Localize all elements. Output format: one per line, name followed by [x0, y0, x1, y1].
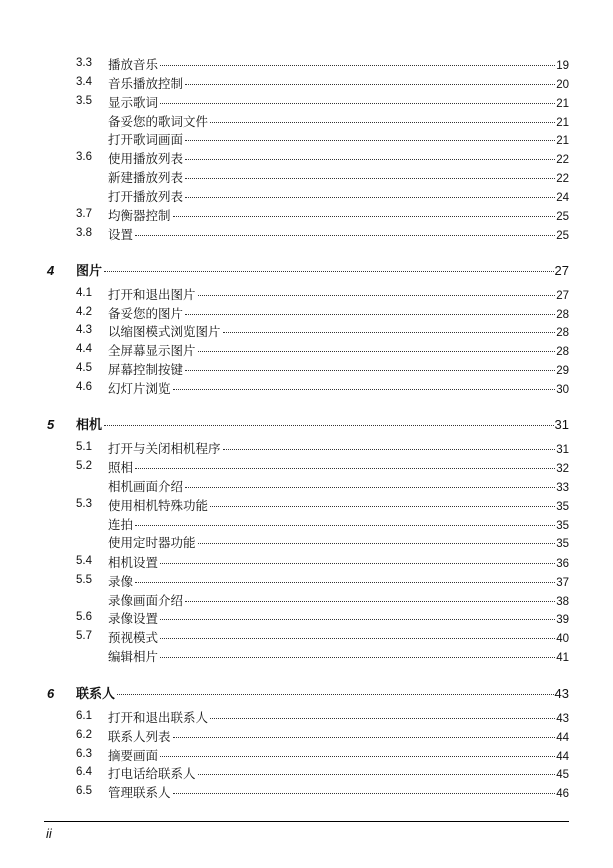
toc-entry-number: 4.2 — [76, 306, 92, 318]
toc-entry-title: 相机 — [76, 414, 103, 433]
dot-leader — [104, 271, 554, 272]
toc-subsection-row[interactable] — [0, 591, 613, 610]
dot-leader — [160, 103, 555, 104]
toc-entry-number: 6.4 — [76, 766, 92, 778]
toc-section-row[interactable] — [0, 74, 613, 93]
toc-entry-line — [108, 168, 569, 187]
dot-leader — [185, 178, 555, 179]
toc-entry-number: 4.3 — [76, 324, 92, 336]
toc-subsection-row[interactable] — [0, 112, 613, 131]
toc-entry-page: 29 — [556, 365, 569, 377]
toc-entry-line — [108, 93, 569, 112]
toc-entry-title: 使用相机特殊功能 — [108, 498, 209, 513]
toc-entry-number: 5.1 — [76, 441, 92, 453]
dot-leader — [185, 370, 555, 371]
toc-entry-title: 摘要画面 — [108, 748, 159, 763]
toc-entry-number: 4.5 — [76, 362, 92, 374]
dot-leader — [185, 314, 555, 315]
toc-entry-title: 联系人 — [76, 683, 116, 702]
toc-chapter-row[interactable] — [0, 683, 613, 705]
toc-entry-number: 4.6 — [76, 381, 92, 393]
toc-section-row[interactable] — [0, 609, 613, 628]
toc-entry-page: 22 — [556, 154, 569, 166]
toc-entry-number: 5.6 — [76, 611, 92, 623]
toc-entry-title: 打开与关闭相机程序 — [108, 441, 221, 456]
toc-subsection-row[interactable] — [0, 533, 613, 552]
toc-entry-line — [108, 322, 569, 341]
toc-subsection-row[interactable] — [0, 168, 613, 187]
toc-entry-line — [108, 379, 569, 398]
toc-entry-page: 20 — [556, 79, 569, 91]
toc-entry-line — [108, 533, 569, 552]
toc-section-row[interactable] — [0, 225, 613, 244]
toc-subsection-row[interactable] — [0, 515, 613, 534]
dot-leader — [135, 468, 555, 469]
toc-entry-line — [108, 783, 569, 802]
toc-entry-title: 相机画面介绍 — [108, 479, 184, 494]
dot-leader — [185, 159, 555, 160]
toc-entry-page: 31 — [556, 444, 569, 456]
dot-leader — [210, 718, 555, 719]
footer-page-number: ii — [46, 826, 52, 841]
toc-entry-line — [108, 458, 569, 477]
dot-leader — [185, 84, 555, 85]
toc-entry-page: 19 — [556, 60, 569, 72]
toc-entry-line — [76, 260, 569, 282]
toc-section-row[interactable] — [0, 628, 613, 647]
toc-section-row[interactable] — [0, 439, 613, 458]
toc-entry-line — [108, 708, 569, 727]
toc-entry-title: 备妥您的歌词文件 — [108, 114, 209, 129]
toc-entry-number: 3.3 — [76, 57, 92, 69]
toc-entry-number: 3.6 — [76, 151, 92, 163]
toc-entry-line — [108, 515, 569, 534]
toc-section-row[interactable] — [0, 553, 613, 572]
toc-entry-title: 管理联系人 — [108, 785, 171, 800]
toc-entry-title: 相机设置 — [108, 555, 159, 570]
toc-entry-title: 以缩图模式浏览图片 — [108, 324, 221, 339]
toc-section-row[interactable] — [0, 458, 613, 477]
toc-entry-title: 幻灯片浏览 — [108, 381, 171, 396]
toc-entry-line — [108, 55, 569, 74]
toc-entry-line — [108, 764, 569, 783]
dot-leader — [117, 694, 554, 695]
toc-entry-number: 5 — [47, 417, 55, 432]
toc-entry-title: 打开和退出联系人 — [108, 710, 209, 725]
toc-entry-title: 打开歌词画面 — [108, 132, 184, 147]
dot-leader — [210, 506, 555, 507]
dot-leader — [223, 449, 556, 450]
toc-entry-line — [108, 477, 569, 496]
toc-entry-number: 6.3 — [76, 748, 92, 760]
toc-chapter-row[interactable] — [0, 260, 613, 282]
toc-entry-line — [108, 130, 569, 149]
toc-entry-page: 46 — [556, 788, 569, 800]
toc-entry-line — [76, 414, 569, 436]
toc-entry-title: 使用播放列表 — [108, 151, 184, 166]
toc-section-row[interactable] — [0, 304, 613, 323]
toc-entry-number: 5.4 — [76, 555, 92, 567]
toc-entry-title: 录像 — [108, 574, 134, 589]
toc-entry-number: 5.2 — [76, 460, 92, 472]
dot-leader — [160, 657, 555, 658]
toc-entry-line — [108, 206, 569, 225]
toc-entry-line — [108, 628, 569, 647]
toc-entry-title: 播放音乐 — [108, 57, 159, 72]
toc-section-row[interactable] — [0, 322, 613, 341]
toc-section-row[interactable] — [0, 746, 613, 765]
toc-entry-number: 6.2 — [76, 729, 92, 741]
toc-section-row[interactable] — [0, 341, 613, 360]
toc-entry-page: 44 — [556, 751, 569, 763]
toc-entry-line — [108, 727, 569, 746]
dot-leader — [104, 425, 554, 426]
dot-leader — [210, 122, 555, 123]
dot-leader — [135, 235, 555, 236]
toc-entry-page: 31 — [554, 417, 569, 432]
toc-entry-line — [76, 683, 569, 705]
toc-entry-page: 35 — [556, 538, 569, 550]
dot-leader — [173, 389, 556, 390]
toc-subsection-row[interactable] — [0, 187, 613, 206]
toc-entry-title: 连拍 — [108, 517, 134, 532]
toc-section-row[interactable] — [0, 206, 613, 225]
toc-entry-title: 屏幕控制按键 — [108, 362, 184, 377]
toc-entry-title: 设置 — [108, 227, 134, 242]
toc-entry-title: 打开播放列表 — [108, 189, 184, 204]
toc-section-row[interactable] — [0, 496, 613, 515]
dot-leader — [198, 774, 556, 775]
toc-entry-title: 打开和退出图片 — [108, 287, 196, 302]
toc-section-row[interactable] — [0, 360, 613, 379]
toc-section-row[interactable] — [0, 285, 613, 304]
toc-subsection-row[interactable] — [0, 130, 613, 149]
toc-entry-line — [108, 746, 569, 765]
toc-entry-title: 显示歌词 — [108, 95, 159, 110]
toc-subsection-row[interactable] — [0, 477, 613, 496]
dot-leader — [160, 619, 555, 620]
toc-entry-line — [108, 572, 569, 591]
toc-entry-page: 43 — [554, 686, 569, 701]
toc-section-row[interactable] — [0, 55, 613, 74]
toc-entry-page: 40 — [556, 633, 569, 645]
toc-entry-page: 25 — [556, 211, 569, 223]
toc-entry-title: 备妥您的图片 — [108, 306, 184, 321]
toc-entry-page: 41 — [556, 652, 569, 664]
toc-entry-line — [108, 74, 569, 93]
dot-leader — [185, 140, 555, 141]
toc-entry-line — [108, 360, 569, 379]
dot-leader — [185, 487, 555, 488]
toc-entry-title: 图片 — [76, 260, 103, 279]
dot-leader — [223, 332, 556, 333]
toc-entry-title: 新建播放列表 — [108, 170, 184, 185]
toc-entry-page: 25 — [556, 230, 569, 242]
toc-entry-title: 预视模式 — [108, 630, 159, 645]
toc-entry-number: 4.1 — [76, 287, 92, 299]
toc-entry-number: 4 — [47, 263, 55, 278]
toc-entry-number: 5.7 — [76, 630, 92, 642]
toc-section-row[interactable] — [0, 93, 613, 112]
toc-entry-page: 44 — [556, 732, 569, 744]
toc-entry-page: 39 — [556, 614, 569, 626]
toc-section-row[interactable] — [0, 783, 613, 802]
dot-leader — [160, 756, 555, 757]
toc-entry-line — [108, 225, 569, 244]
dot-leader — [160, 563, 555, 564]
dot-leader — [173, 216, 556, 217]
toc-entry-title: 录像设置 — [108, 611, 159, 626]
toc-entry-page: 24 — [556, 192, 569, 204]
toc-entry-number: 6.1 — [76, 710, 92, 722]
toc-entry-number: 6.5 — [76, 785, 92, 797]
dot-leader — [198, 295, 556, 296]
toc-section-row[interactable] — [0, 764, 613, 783]
toc-entry-title: 音乐播放控制 — [108, 76, 184, 91]
toc-entry-number: 6 — [47, 686, 55, 701]
toc-entry-line — [108, 187, 569, 206]
toc-entry-page: 37 — [556, 577, 569, 589]
toc-chapter-row[interactable] — [0, 414, 613, 436]
dot-leader — [160, 65, 555, 66]
toc-entry-number: 3.4 — [76, 76, 92, 88]
dot-leader — [198, 351, 556, 352]
toc-section-row[interactable] — [0, 149, 613, 168]
toc-entry-title: 联系人列表 — [108, 729, 171, 744]
toc-entry-title: 录像画面介绍 — [108, 593, 184, 608]
toc-entry-page: 30 — [556, 384, 569, 396]
toc-entry-line — [108, 496, 569, 515]
toc-entry-title: 全屏幕显示图片 — [108, 343, 196, 358]
toc-entry-page: 45 — [556, 769, 569, 781]
toc-entry-page: 21 — [556, 117, 569, 129]
toc-entry-number: 3.7 — [76, 208, 92, 220]
toc-entry-line — [108, 285, 569, 304]
toc-entry-line — [108, 304, 569, 323]
dot-leader — [135, 525, 555, 526]
toc-section-row[interactable] — [0, 572, 613, 591]
toc-entry-title: 打电话给联系人 — [108, 766, 196, 781]
toc-section-row[interactable] — [0, 379, 613, 398]
toc-entry-title: 均衡器控制 — [108, 208, 171, 223]
toc-entry-page: 36 — [556, 558, 569, 570]
toc-entry-number: 3.5 — [76, 95, 92, 107]
toc-entry-line — [108, 553, 569, 572]
toc-entry-page: 21 — [556, 98, 569, 110]
toc-entry-page: 38 — [556, 596, 569, 608]
toc-entry-line — [108, 647, 569, 666]
toc-section-row[interactable] — [0, 727, 613, 746]
toc-entry-number: 5.5 — [76, 574, 92, 586]
toc-entry-page: 35 — [556, 520, 569, 532]
dot-leader — [185, 197, 555, 198]
footer-rule — [44, 821, 569, 822]
toc-entry-page: 35 — [556, 501, 569, 513]
toc-entry-line — [108, 112, 569, 131]
dot-leader — [185, 601, 555, 602]
toc-entry-page: 27 — [554, 263, 569, 278]
dot-leader — [173, 793, 556, 794]
toc-entry-page: 32 — [556, 463, 569, 475]
dot-leader — [135, 582, 555, 583]
toc-entry-page: 27 — [556, 290, 569, 302]
toc-entry-page: 33 — [556, 482, 569, 494]
toc-entry-page: 28 — [556, 327, 569, 339]
toc-section-row[interactable] — [0, 708, 613, 727]
toc-entry-title: 照相 — [108, 460, 134, 475]
toc-entry-line — [108, 149, 569, 168]
toc-entry-page: 22 — [556, 173, 569, 185]
toc-entry-page: 28 — [556, 309, 569, 321]
dot-leader — [160, 638, 555, 639]
toc-entry-page: 21 — [556, 135, 569, 147]
toc-entry-number: 4.4 — [76, 343, 92, 355]
toc-entry-line — [108, 341, 569, 360]
toc-subsection-row[interactable] — [0, 647, 613, 666]
toc-entry-line — [108, 591, 569, 610]
toc-entry-page: 28 — [556, 346, 569, 358]
toc-entry-title: 编辑相片 — [108, 649, 159, 664]
toc-entry-line — [108, 609, 569, 628]
toc-entry-page: 43 — [556, 713, 569, 725]
dot-leader — [173, 737, 556, 738]
dot-leader — [198, 543, 556, 544]
toc-entry-number: 3.8 — [76, 227, 92, 239]
toc-entry-title: 使用定时器功能 — [108, 535, 196, 550]
toc-entry-line — [108, 439, 569, 458]
toc-entry-number: 5.3 — [76, 498, 92, 510]
